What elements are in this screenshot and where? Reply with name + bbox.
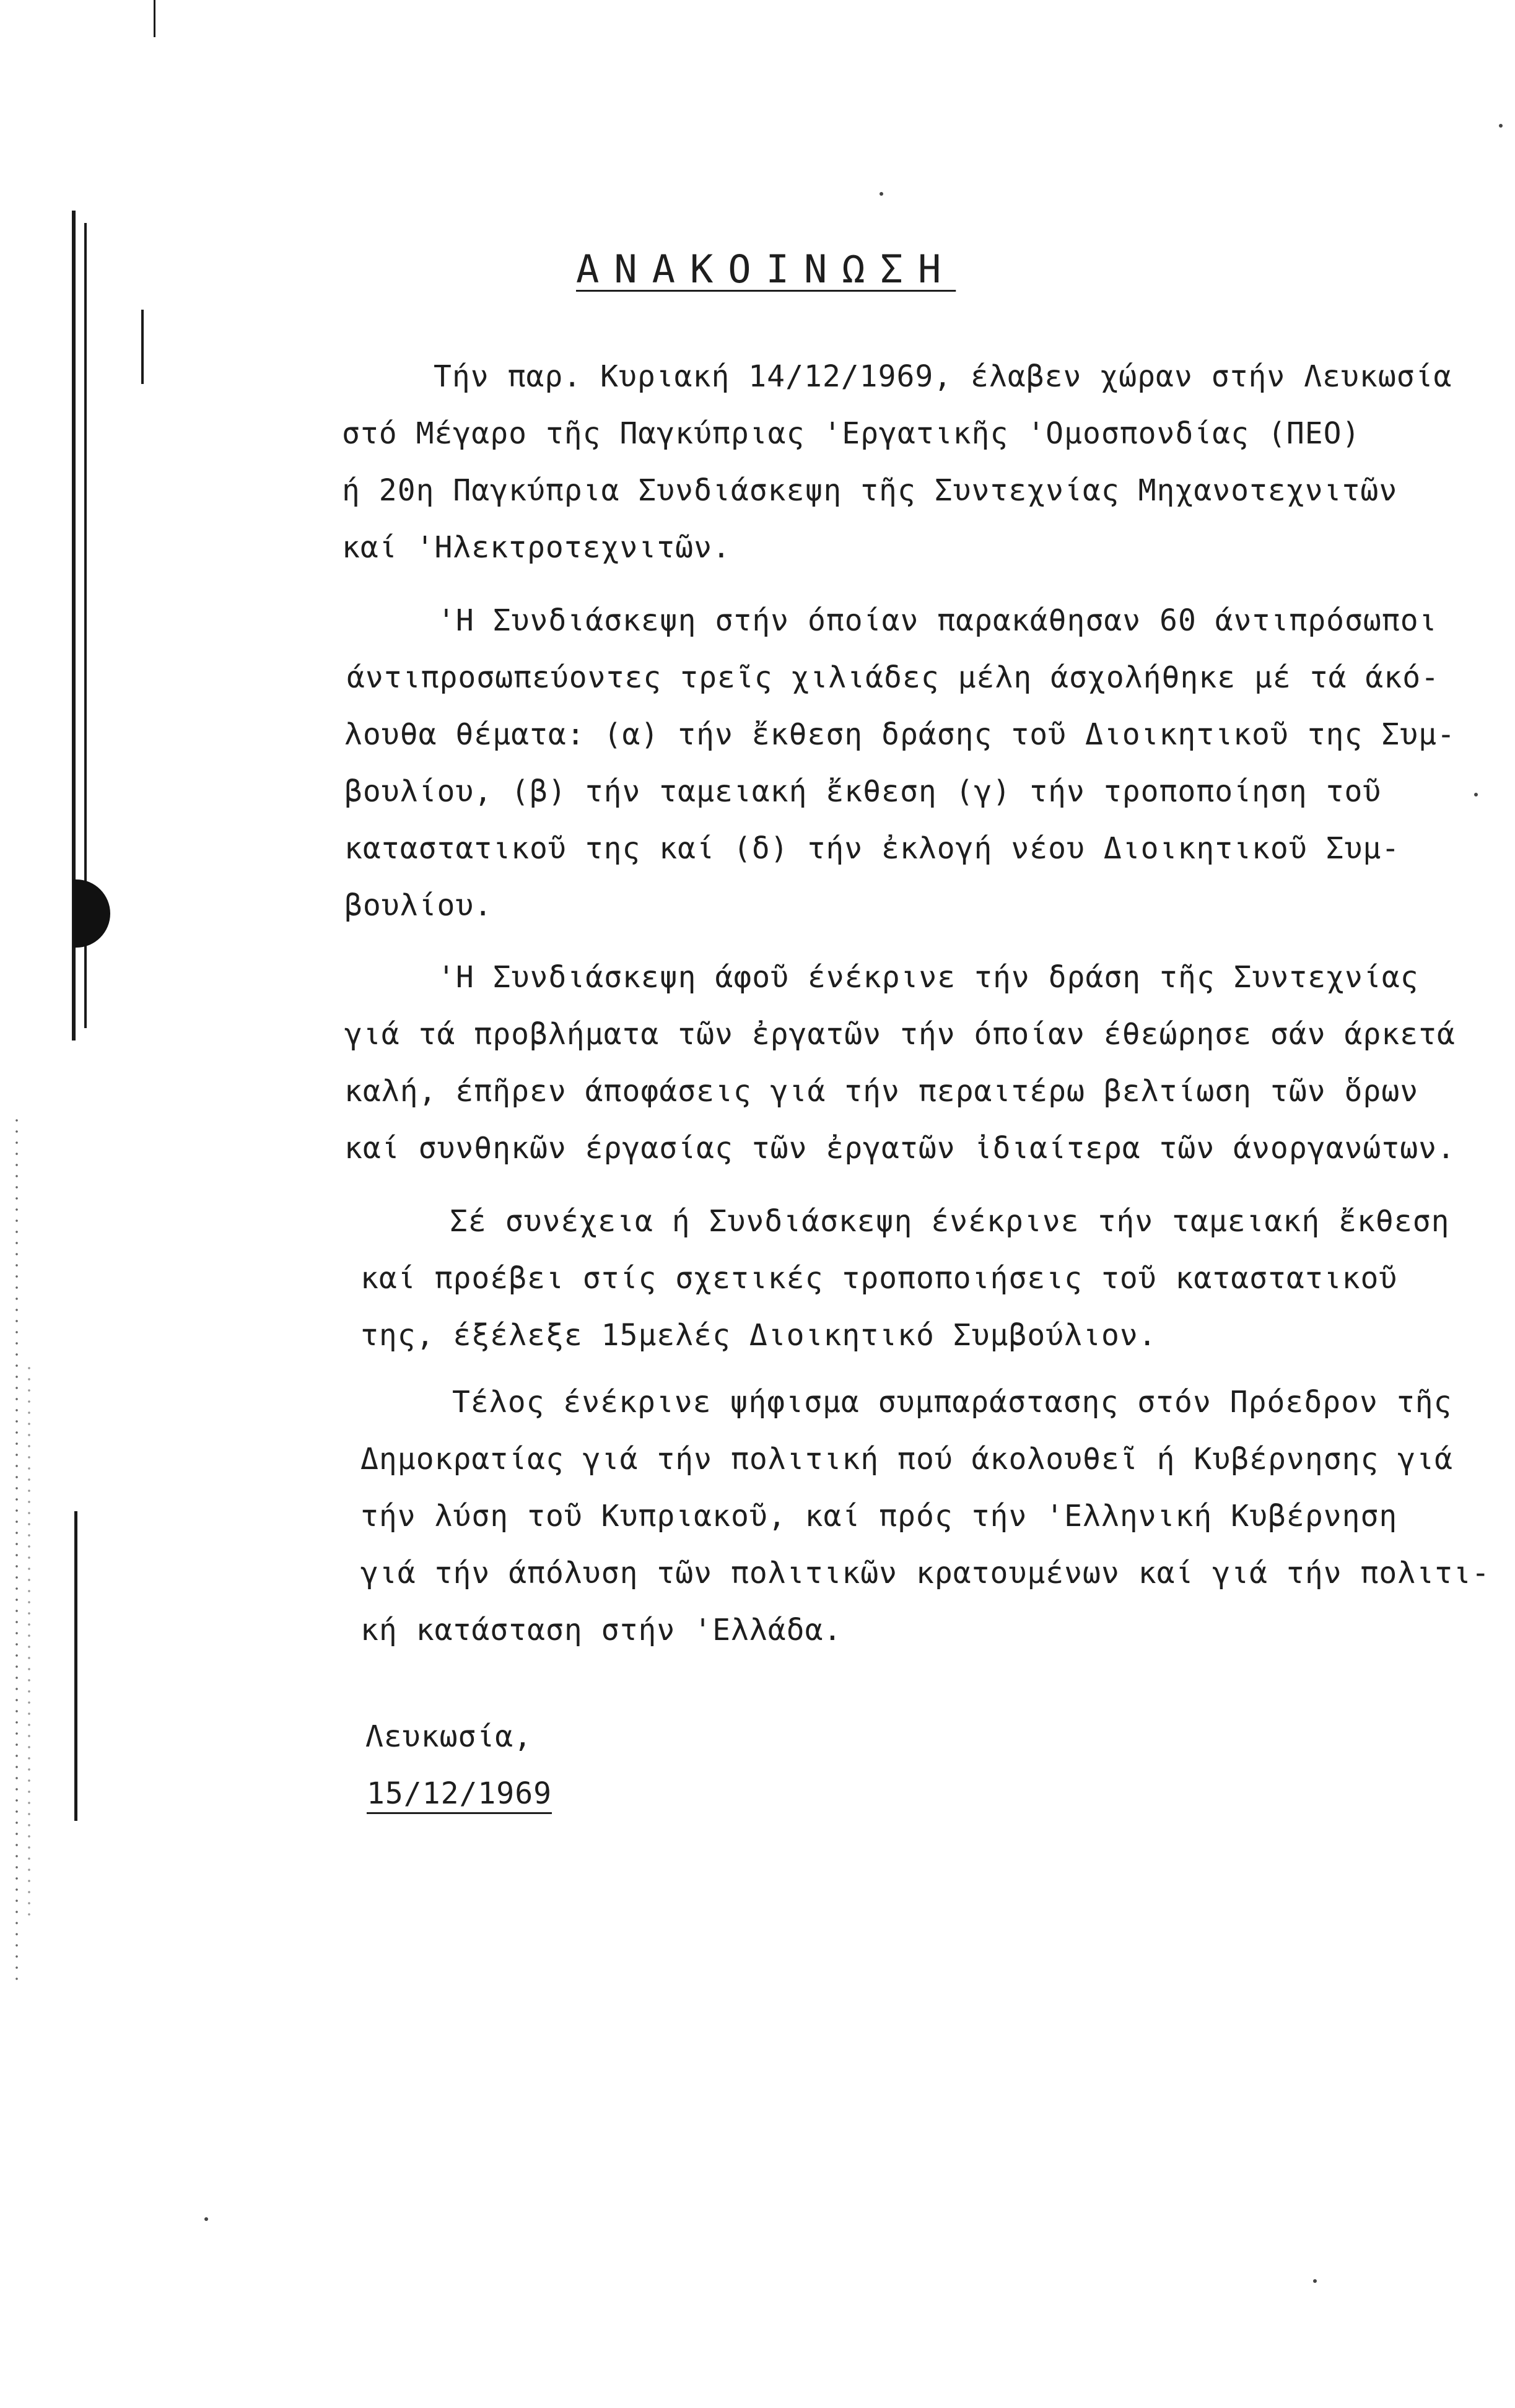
body-line: 'Η Συνδιάσκεψη στήν όποίαν παρακάθησαν 60 άντιπρόσωποι xyxy=(437,603,1438,638)
scan-speck xyxy=(1499,124,1503,128)
body-line: Τέλος ένέκρινε ψήφισμα συμπαράστασης στόν Πρόεδρον τῆς xyxy=(452,1385,1452,1420)
binder-edge-mark xyxy=(74,1511,77,1821)
binder-edge-mark xyxy=(141,310,144,384)
scan-speck xyxy=(204,2217,208,2221)
scan-noise xyxy=(12,1115,21,1982)
body-line: ή 20η Παγκύπρια Συνδιάσκεψη τῆς Συντεχνίας Μηχανοτεχνιτῶν xyxy=(342,473,1398,508)
scan-speck xyxy=(1313,2279,1317,2283)
body-line: καί 'Ηλεκτροτεχνιτῶν. xyxy=(342,530,731,565)
body-line: λουθα θέματα: (α) τήν ἔκθεση δράσης τοῦ Διοικητικοῦ της Συμ- xyxy=(344,717,1456,752)
body-line: κή κατάσταση στήν 'Ελλάδα. xyxy=(360,1613,842,1647)
body-line: καί προέβει στίς σχετικές τροποποιήσεις τοῦ καταστατικοῦ xyxy=(360,1261,1398,1296)
body-line: γιά τήν άπόλυση τῶν πολιτικῶν κρατουμένων καί γιά τήν πολιτι- xyxy=(360,1556,1490,1590)
body-line: άντιπροσωπεύοντες τρεῖς χιλιάδες μέλη άσχολήθηκε μέ τά άκό- xyxy=(347,660,1440,695)
scan-speck xyxy=(1474,793,1478,796)
body-line: βουλίου, (β) τήν ταμειακή ἔκθεση (γ) τήν τροποποίηση τοῦ xyxy=(344,774,1382,809)
date-line: 15/12/1969 xyxy=(367,1776,552,1811)
binder-edge-mark xyxy=(154,0,155,37)
body-line: βουλίου. xyxy=(344,888,493,923)
body-line: Τήν παρ. Κυριακή 14/12/1969, έλαβεν χώραν στήν Λευκωσία xyxy=(434,359,1452,394)
body-line: τήν λύση τοῦ Κυπριακοῦ, καί πρός τήν 'Ελληνική Κυβέρνηση xyxy=(360,1499,1398,1533)
body-line: Σέ συνέχεια ή Συνδιάσκεψη ένέκρινε τήν ταμειακή ἔκθεση xyxy=(450,1204,1450,1239)
scan-noise xyxy=(25,1363,33,1920)
body-line: 'Η Συνδιάσκεψη άφοῦ ένέκρινε τήν δράση τῆς Συντεχνίας xyxy=(437,960,1419,995)
binder-hole-shadow xyxy=(73,879,110,948)
body-line: καταστατικοῦ της καί (δ) τήν ἐκλογή νέου Διοικητικοῦ Συμ- xyxy=(344,831,1400,866)
document-title: ΑΝΑΚΟΙΝΩΣΗ xyxy=(576,246,956,292)
place-line: Λευκωσία, xyxy=(365,1719,533,1754)
body-line: της, έξέλεξε 15μελές Διοικητικό Συμβούλιον. xyxy=(360,1318,1157,1353)
scan-speck xyxy=(880,192,883,196)
body-line: καλή, έπῆρεν άποφάσεις γιά τήν περαιτέρω βελτίωση τῶν ὅρων xyxy=(344,1074,1419,1109)
body-line: γιά τά προβλήματα τῶν ἐργατῶν τήν όποίαν έθεώρησε σάν άρκετά xyxy=(344,1017,1456,1052)
body-line: Δημοκρατίας γιά τήν πολιτική πού άκολουθεῖ ή Κυβέρνησης γιά xyxy=(360,1442,1454,1477)
body-line: στό Μέγαρο τῆς Παγκύπριας 'Εργατικῆς 'Ομοσπονδίας (ΠΕΟ) xyxy=(342,416,1361,451)
body-line: καί συνθηκῶν έργασίας τῶν ἐργατῶν ἰδιαίτερα τῶν άνοργανώτων. xyxy=(344,1131,1456,1166)
